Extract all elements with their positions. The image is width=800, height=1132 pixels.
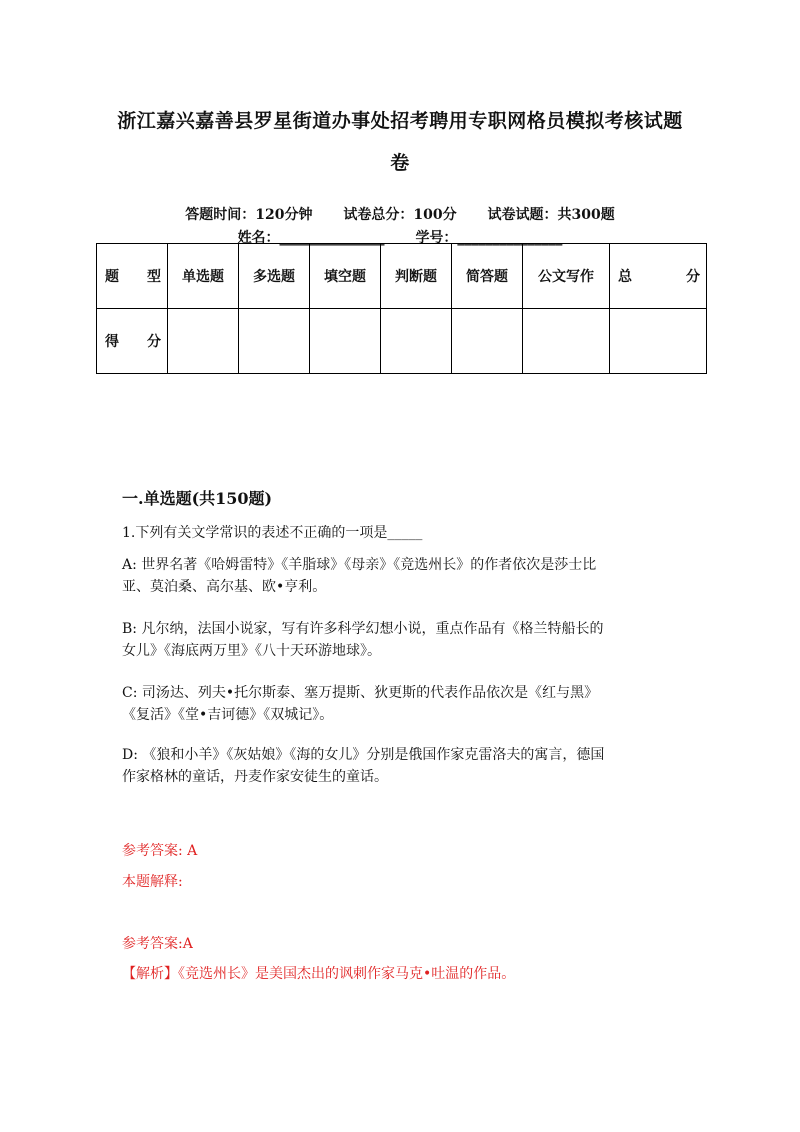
option-d-line2: 作家格林的童话，丹麦作家安徒生的童话。	[122, 769, 388, 785]
reference-answer: 参考答案: A	[122, 843, 198, 859]
option-b-line2: 女儿》《海底两万里》《八十天环游地球》。	[122, 643, 381, 659]
header-cell-fill-blank: 填空题	[310, 244, 381, 309]
option-c	[122, 682, 692, 726]
analysis-text: 【解析】《竞选州长》是美国杰出的讽刺作家马克•吐温的作品。	[122, 966, 516, 982]
row-label: 得 分	[105, 334, 161, 350]
student-name-field: 姓名：_______________	[237, 230, 385, 246]
score-cell	[381, 309, 452, 374]
header-cell-multi-choice: 多选题	[239, 244, 310, 309]
question-stem: 1.下列有关文学常识的表述不正确的一项是_____	[122, 525, 423, 541]
row-label-cell	[97, 309, 168, 374]
header-cell-official-writing: 公文写作	[523, 244, 610, 309]
header-cell-short-answer: 简答题	[452, 244, 523, 309]
score-table-header	[97, 244, 707, 309]
score-cell	[452, 309, 523, 374]
option-c-line2: 《复活》《堂•吉诃德》《双城记》。	[122, 707, 334, 723]
option-a-line2: 亚、莫泊桑、高尔基、欧•亨利。	[122, 579, 327, 595]
page-title: 浙江嘉兴嘉善县罗星街道办事处招考聘用专职网格员模拟考核试题	[117, 110, 683, 132]
score-cell	[310, 309, 381, 374]
exam-info	[0, 204, 800, 224]
header-cell-single-choice: 单选题	[168, 244, 239, 309]
header-type-label: 题 型	[105, 269, 161, 285]
score-cell	[523, 309, 610, 374]
score-cell	[239, 309, 310, 374]
explanation-label: 本题解释:	[122, 874, 183, 890]
exam-time: 答题时间：120分钟	[185, 207, 313, 223]
header-total-label: 总 分	[618, 269, 700, 285]
exam-total-score: 试卷总分：100分	[343, 207, 457, 223]
reference-answer-2: 参考答案:A	[122, 936, 193, 952]
student-id-field: 学号：_______________	[415, 230, 563, 246]
option-d	[122, 744, 692, 788]
score-table-row	[97, 309, 707, 374]
option-b	[122, 618, 692, 662]
option-b-line1: B: 凡尔纳，法国小说家，写有许多科学幻想小说，重点作品有《格兰特船长的	[122, 621, 604, 637]
page-title-continued: 卷	[390, 152, 410, 174]
section-title: 一.单选题(共150题)	[122, 489, 273, 508]
header-cell-total	[610, 244, 707, 309]
header-cell-type	[97, 244, 168, 309]
score-cell	[610, 309, 707, 374]
option-a	[122, 554, 692, 598]
option-c-line1: C: 司汤达、列夫•托尔斯泰、塞万提斯、狄更斯的代表作品依次是《红与黑》	[122, 685, 599, 701]
score-cell	[168, 309, 239, 374]
header-cell-true-false: 判断题	[381, 244, 452, 309]
score-table	[96, 243, 707, 374]
option-a-line1: A: 世界名著《哈姆雷特》《羊脂球》《母亲》《竞选州长》的作者依次是莎士比	[122, 557, 597, 573]
option-d-line1: D: 《狼和小羊》《灰姑娘》《海的女儿》分别是俄国作家克雷洛夫的寓言，德国	[122, 747, 605, 763]
exam-question-count: 试卷试题：共300题	[487, 207, 615, 223]
